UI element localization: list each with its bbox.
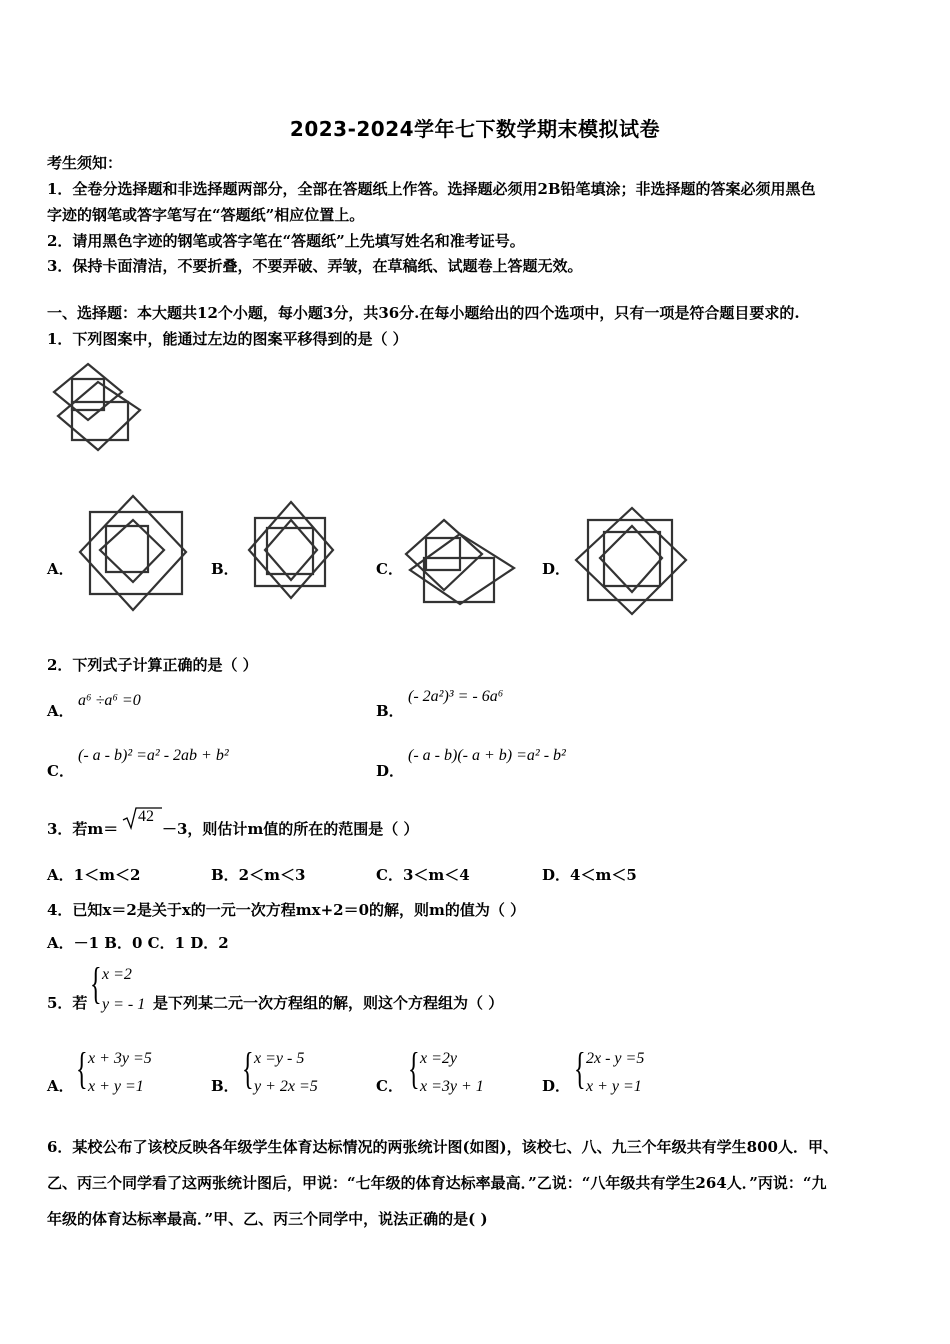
q4-options: A．－1 B．0 C．1 D．2 [47, 934, 229, 952]
q6-line-1: 6．某校公布了该校反映各年级学生体育达标情况的两张统计图(如图)，该校七、八、九三个年级共有学生800人．甲、 [47, 1138, 838, 1156]
q5-given-brace: { [90, 959, 102, 1008]
q2-option-b-label: B． [376, 702, 404, 720]
q5-stem-prefix: 5．若 [47, 994, 88, 1012]
q1-option-b-label: B． [211, 560, 239, 578]
q5-stem-suffix: 是下列某二元一次方程组的解，则这个方程组为（ ） [153, 994, 504, 1012]
q2-option-d-expr: (- a - b)(- a + b) =a² - b² [408, 747, 566, 764]
q5-option-c-label: C． [376, 1077, 403, 1095]
q2-option-d-label: D． [376, 762, 405, 780]
q1-option-c-label: C． [376, 560, 403, 578]
q2-option-c-expr: (- a - b)² =a² - 2ab + b² [78, 747, 229, 764]
q3-stem-suffix: －3，则估计m值的所在的范围是（ ） [162, 820, 419, 838]
q5-option-a-label: A． [47, 1077, 74, 1095]
q3-option-b: B．2＜m＜3 [211, 866, 306, 884]
q5-option-b-eq-2: y + 2x =5 [254, 1078, 318, 1095]
q2-option-a-expr: a⁶ ÷a⁶ =0 [78, 692, 141, 709]
q5-option-d-label: D． [542, 1077, 571, 1095]
q2-option-a-label: A． [47, 702, 74, 720]
q1-stem: 1．下列图案中，能通过左边的图案平移得到的是（ ） [47, 330, 408, 348]
q5-option-c-eq-2: x =3y + 1 [420, 1078, 484, 1095]
q1-option-d-label: D． [542, 560, 571, 578]
q5-given-eq-1: x =2 [102, 966, 132, 983]
page-title: 2023-2024学年七下数学期末模拟试卷 [289, 117, 661, 141]
q5-option-c-eq-1: x =2y [420, 1050, 457, 1067]
notice-line-1: 1．全卷分选择题和非选择题两部分，全部在答题纸上作答。选择题必须用2B铅笔填涂；非选择题的答案必须用黑色 [47, 180, 816, 198]
notice-line-2: 字迹的钢笔或答字笔写在“答题纸”相应位置上。 [47, 206, 365, 224]
section-heading: 一、选择题：本大题共12个小题，每小题3分，共36分.在每小题给出的四个选项中，只有一项是符合题目要求的. [47, 304, 800, 322]
notice-line-4: 3．保持卡面清洁，不要折叠，不要弄破、弄皱，在草稿纸、试题卷上答题无效。 [47, 257, 583, 275]
q1-option-a-label: A． [47, 560, 74, 578]
notice-heading: 考生须知： [47, 154, 123, 172]
q1-option-d-figure [572, 506, 690, 616]
q3-option-a: A．1＜m＜2 [47, 866, 141, 884]
q2-option-c-label: C． [47, 762, 74, 780]
q6-line-2: 乙、丙三个同学看了这两张统计图后，甲说：“七年级的体育达标率最高．”乙说：“八年级共有学生264人．”丙说：“九 [47, 1174, 827, 1192]
q1-option-a-figure [78, 494, 188, 612]
q5-option-a-eq-1: x + 3y =5 [88, 1050, 152, 1067]
q2-stem: 2．下列式子计算正确的是（ ） [47, 656, 258, 674]
notice-line-3: 2．请用黑色字迹的钢笔或答字笔在“答题纸”上先填写姓名和准考证号。 [47, 232, 525, 250]
q5-option-b-brace: { [242, 1044, 254, 1093]
q6-line-3: 年级的体育达标率最高．”甲、乙、丙三个同学中，说法正确的是( ) [47, 1210, 488, 1228]
q5-option-a-brace: { [76, 1044, 88, 1093]
q5-option-a-eq-2: x + y =1 [88, 1078, 144, 1095]
q3-option-c: C．3＜m＜4 [376, 866, 470, 884]
q5-option-b-eq-1: x =y - 5 [254, 1050, 305, 1067]
q1-option-b-figure [245, 500, 337, 602]
q3-radicand: 42 [138, 808, 154, 825]
q1-reference-figure [48, 362, 148, 456]
q4-stem: 4．已知x＝2是关于x的一元一次方程mx+2＝0的解，则m的值为（ ） [47, 901, 526, 919]
q5-option-c-brace: { [408, 1044, 420, 1093]
q5-given-eq-2: y = - 1 [102, 996, 146, 1013]
q5-option-b-label: B． [211, 1077, 239, 1095]
q5-option-d-eq-1: 2x - y =5 [586, 1050, 645, 1067]
q2-option-b-expr: (- 2a²)³ = - 6a⁶ [408, 688, 504, 705]
q3-stem-prefix: 3．若m＝ [47, 820, 119, 838]
q5-option-d-brace: { [574, 1044, 586, 1093]
q5-option-d-eq-2: x + y =1 [586, 1078, 642, 1095]
q3-option-d: D．4＜m＜5 [542, 866, 637, 884]
q1-option-c-figure [400, 518, 520, 606]
